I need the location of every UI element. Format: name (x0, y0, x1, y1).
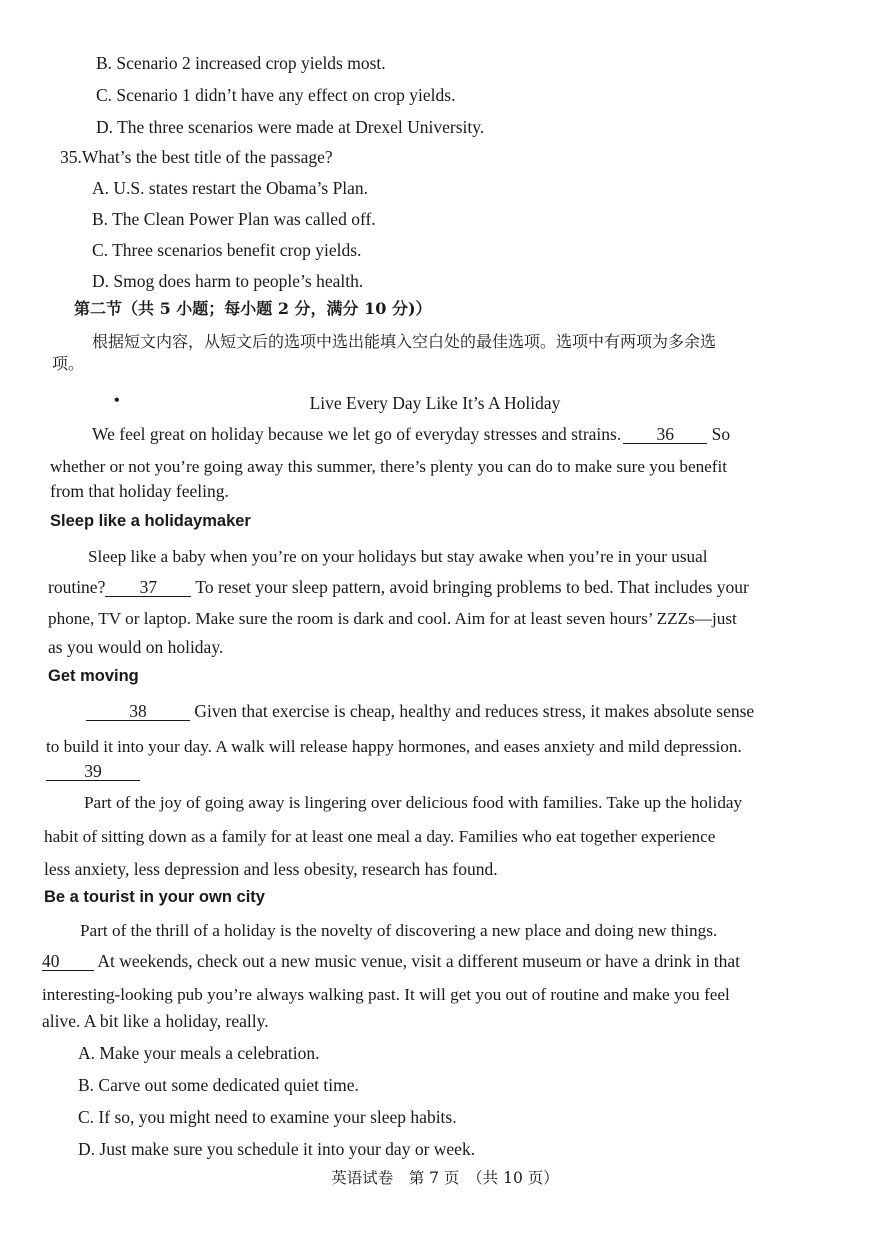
p2-line2-end: To reset your sleep pattern, avoid bringing problems to bed. That includes your (195, 577, 749, 597)
option-c: C. If so, you might need to examine your sleep habits. (78, 1107, 457, 1127)
p3-line1 (86, 700, 754, 722)
p4-line2: habit of sitting down as a family for at least one meal a day. Families who eat together experience (44, 827, 716, 846)
p2-line2-start: routine? (48, 577, 106, 597)
section-instruction-line1: 根据短文内容，从短文后的选项中选出能填入空白处的最佳选项。选项中有两项为多余选 (92, 332, 717, 351)
blank-39[interactable]: 39 (46, 762, 140, 781)
option-d: D. Just make sure you schedule it into your day or week. (78, 1139, 476, 1159)
p1-line1-end: So (711, 424, 731, 444)
p5-line3: interesting-looking pub you’re always walking past. It will get you out of routine and make you feel (42, 985, 730, 1004)
p5-line2-end: At weekends, check out a new music venue, visit a different museum or have a drink in that (97, 951, 741, 971)
p1-line1 (92, 423, 730, 445)
passage-title: Live Every Day Like It’s A Holiday (309, 393, 561, 413)
q35-option-b: B. The Clean Power Plan was called off. (92, 209, 376, 229)
section-heading: 第二节（共 5 小题；每小题 2 分，满分 10 分)） (74, 299, 432, 318)
p5-line2 (42, 950, 740, 972)
section-instruction-line2: 项。 (52, 354, 85, 373)
p2-line3: phone, TV or laptop. Make sure the room is dark and cool. Aim for at least seven hours’ ZZZs—just (48, 609, 737, 628)
page-footer: 英语试卷 第 7 页 （共 10 页） (331, 1169, 559, 1187)
blank-36[interactable]: 36 (623, 425, 707, 444)
subheading-sleep: Sleep like a holidaymaker (50, 512, 251, 530)
q35-option-a: A. U.S. states restart the Obama’s Plan. (92, 178, 369, 198)
p5-line4: alive. A bit like a holiday, really. (42, 1011, 269, 1031)
p4-line3: less anxiety, less depression and less obesity, research has found. (44, 859, 498, 879)
stray-mark: • (114, 392, 120, 409)
blank-37[interactable]: 37 (105, 578, 191, 597)
q35-option-d: D. Smog does harm to people’s health. (92, 271, 364, 291)
subheading-tourist: Be a tourist in your own city (44, 888, 265, 906)
blank-38[interactable]: 38 (86, 702, 190, 721)
p2-line2 (48, 576, 749, 598)
subheading-get-moving: Get moving (48, 667, 139, 685)
q35-question: 35.What’s the best title of the passage? (60, 147, 333, 167)
p1-line3: from that holiday feeling. (50, 481, 229, 501)
p3-line1-end: Given that exercise is cheap, healthy and reduces stress, it makes absolute sense (194, 701, 755, 721)
p2-line4: as you would on holiday. (48, 637, 224, 657)
p3-line2: to build it into your day. A walk will release happy hormones, and eases anxiety and mild depression. (46, 737, 742, 756)
p3-line3 (46, 760, 140, 782)
q34-option-d: D. The three scenarios were made at Drexel University. (96, 117, 485, 137)
option-a: A. Make your meals a celebration. (78, 1043, 320, 1063)
p5-line1: Part of the thrill of a holiday is the novelty of discovering a new place and doing new things. (80, 921, 718, 940)
q35-option-c: C. Three scenarios benefit crop yields. (92, 240, 362, 260)
p2-line1: Sleep like a baby when you’re on your holidays but stay awake when you’re in your usual (88, 547, 708, 566)
option-b: B. Carve out some dedicated quiet time. (78, 1075, 359, 1095)
q34-option-c: C. Scenario 1 didn’t have any effect on crop yields. (96, 85, 456, 105)
p1-line1-text: We feel great on holiday because we let go of everyday stresses and strains. (92, 424, 622, 444)
p1-line2: whether or not you’re going away this summer, there’s plenty you can do to make sure you benefit (50, 457, 728, 476)
blank-40[interactable]: 40 (42, 952, 94, 971)
p4-line1: Part of the joy of going away is lingering over delicious food with families. Take up the holiday (84, 793, 743, 812)
q34-option-b: B. Scenario 2 increased crop yields most. (96, 53, 386, 73)
